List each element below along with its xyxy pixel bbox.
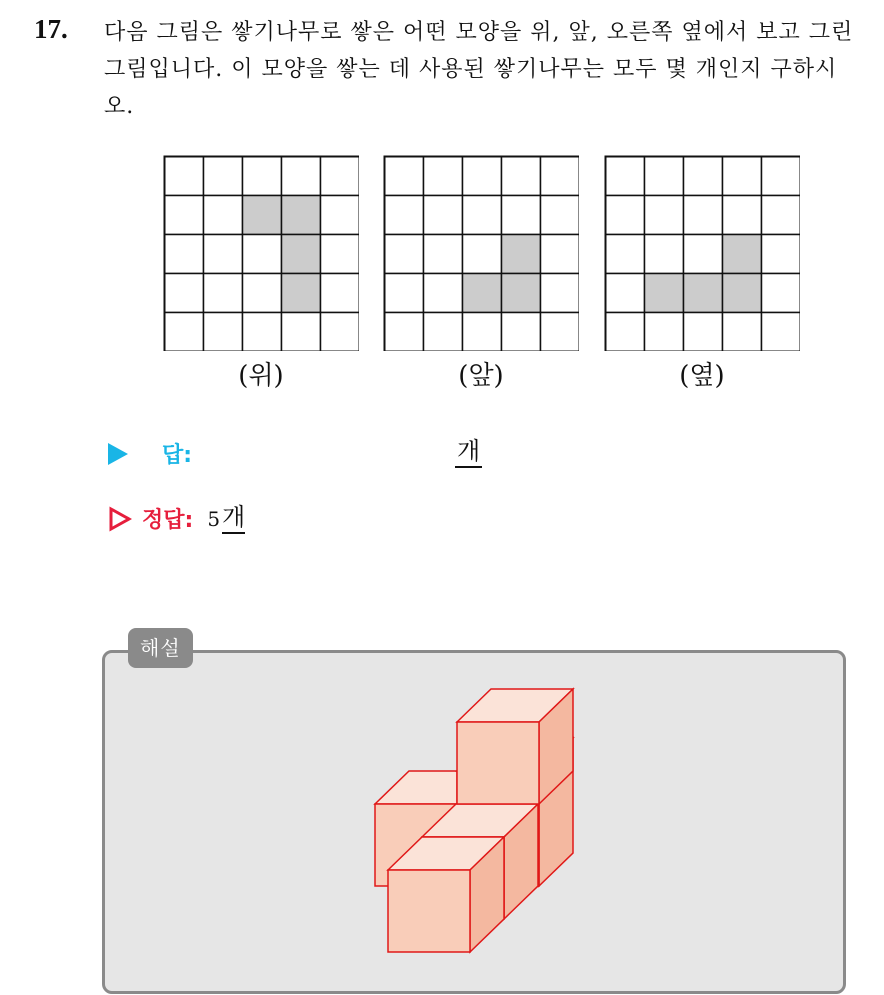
correct-answer-unit: 개	[222, 504, 245, 534]
top-view-label: (위)	[238, 361, 284, 391]
front-view-label: (앞)	[458, 361, 504, 391]
side-view-label: (옆)	[679, 361, 725, 391]
correct-answer-value: 5	[207, 506, 221, 531]
question-number: 17.	[34, 14, 68, 44]
cube-top	[457, 689, 573, 804]
question-text: 다음 그림은 쌓기나무로 쌓은 어떤 모양을 위, 앞, 오른쪽 옆에서 보고 그린 그림입니다. 이 모양을 쌓는 데 사용된 쌓기나무는 모두 몇 개인지 구하시오.	[104, 20, 854, 119]
correct-answer-label: 정답:	[142, 508, 194, 533]
solution-tab-label: 해설	[128, 628, 193, 668]
answer-label: 답:	[162, 443, 193, 468]
cube-front	[388, 837, 504, 952]
answer-unit: 개	[455, 438, 482, 468]
